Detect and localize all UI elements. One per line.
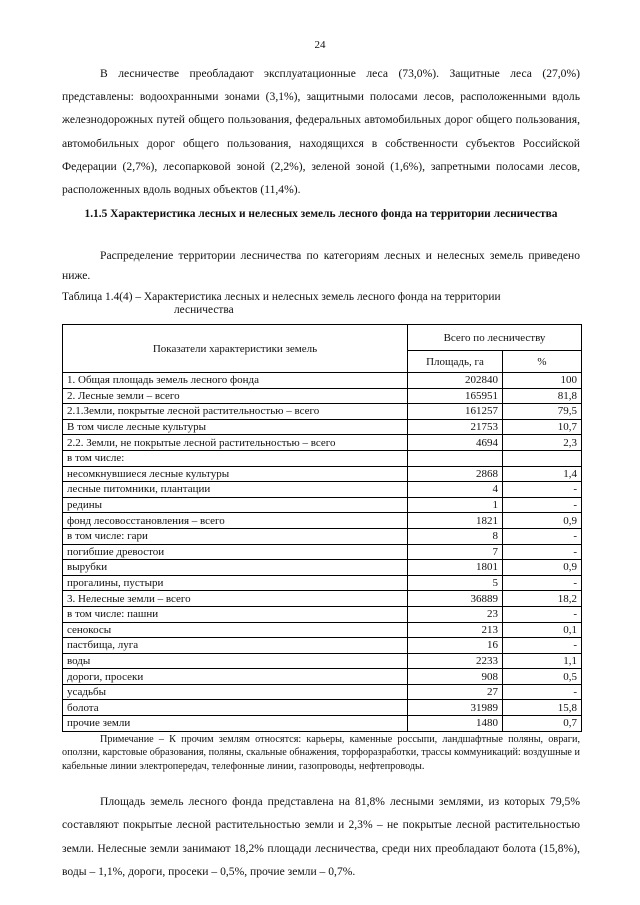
table-row xyxy=(63,513,582,529)
paragraph-summary: Площадь земель лесного фонда представлена на 81,8% лесными землями, из которых 79,5% составляют покрытые лесной растительностью земли и 2,3% – не покрытые лесной растительностью земли. Нелесные земли занимают 18,2% площади лесничества, среди них преобладают болота (15,8%), воды – 1,1%, дороги, просеки – 0,5%, прочие земли – 0,7%. xyxy=(62,795,580,879)
row-area: 31989 xyxy=(408,700,503,716)
row-percent: 0,9 xyxy=(503,513,582,529)
row-area: 27 xyxy=(408,684,503,700)
row-label: погибшие древостои xyxy=(63,544,408,560)
header-percent: % xyxy=(503,351,582,373)
table-row xyxy=(63,482,582,498)
row-label: сенокосы xyxy=(63,622,408,638)
row-area: 7 xyxy=(408,544,503,560)
table-row xyxy=(63,591,582,607)
row-percent: - xyxy=(503,638,582,654)
table-row xyxy=(63,560,582,576)
row-percent: - xyxy=(503,482,582,498)
row-label: 3. Нелесные земли – всего xyxy=(63,591,408,607)
row-percent: 79,5 xyxy=(503,404,582,420)
table-caption-line1: Таблица 1.4(4) – Характеристика лесных и нелесных земель лесного фонда на территории xyxy=(62,291,501,303)
row-area: 2868 xyxy=(408,466,503,482)
row-label: дороги, просеки xyxy=(63,669,408,685)
row-area: 23 xyxy=(408,606,503,622)
row-label: прочие земли xyxy=(63,716,408,732)
row-area: 1480 xyxy=(408,716,503,732)
row-percent: 2,3 xyxy=(503,435,582,451)
row-label: 2.1.Земли, покрытые лесной растительностью – всего xyxy=(63,404,408,420)
row-percent: 15,8 xyxy=(503,700,582,716)
row-percent: 0,5 xyxy=(503,669,582,685)
table-row xyxy=(63,700,582,716)
header-indicator: Показатели характеристики земель xyxy=(63,325,408,373)
row-percent: - xyxy=(503,575,582,591)
row-percent: 0,1 xyxy=(503,622,582,638)
row-area: 202840 xyxy=(408,373,503,389)
row-label: несомкнувшиеся лесные культуры xyxy=(63,466,408,482)
row-percent: - xyxy=(503,528,582,544)
table-row xyxy=(63,388,582,404)
row-area: 1 xyxy=(408,497,503,513)
table-row xyxy=(63,684,582,700)
row-label: в том числе: xyxy=(63,450,408,466)
land-characteristics-table xyxy=(62,324,582,732)
table-caption-line2: лесничества xyxy=(174,304,234,316)
row-label: воды xyxy=(63,653,408,669)
row-area: 8 xyxy=(408,528,503,544)
row-label: 2. Лесные земли – всего xyxy=(63,388,408,404)
row-area: 36889 xyxy=(408,591,503,607)
table-note: Примечание – К прочим землям относятся: карьеры, каменные россыпи, ландшафтные поляны, овраги, оползни, карстовые образования, поляны, скальные обнажения, торфоразработки, трассы коммуникаций: воздушные и кабельные линии электропередач, телефонные линии, газопроводы, нефтепроводы. xyxy=(62,734,580,772)
row-percent: 1,4 xyxy=(503,466,582,482)
row-percent: - xyxy=(503,606,582,622)
section-heading: 1.1.5 Характеристика лесных и нелесных земель лесного фонда на территории лесничества xyxy=(84,208,558,220)
row-label: пастбища, луга xyxy=(63,638,408,654)
row-label: в том числе: пашни xyxy=(63,606,408,622)
row-area: 161257 xyxy=(408,404,503,420)
row-area: 16 xyxy=(408,638,503,654)
table-row xyxy=(63,544,582,560)
table-row xyxy=(63,638,582,654)
table-row xyxy=(63,606,582,622)
row-label: в том числе: гари xyxy=(63,528,408,544)
table-row xyxy=(63,373,582,389)
row-area: 21753 xyxy=(408,419,503,435)
row-label: 1. Общая площадь земель лесного фонда xyxy=(63,373,408,389)
row-label: вырубки xyxy=(63,560,408,576)
row-area: 2233 xyxy=(408,653,503,669)
row-percent: - xyxy=(503,497,582,513)
row-area xyxy=(408,450,503,466)
table-row xyxy=(63,653,582,669)
row-percent: 1,1 xyxy=(503,653,582,669)
row-label: фонд лесовосстановления – всего xyxy=(63,513,408,529)
row-percent xyxy=(503,450,582,466)
row-percent: 0,7 xyxy=(503,716,582,732)
row-label: усадьбы xyxy=(63,684,408,700)
row-area: 908 xyxy=(408,669,503,685)
row-percent: - xyxy=(503,684,582,700)
table-row xyxy=(63,419,582,435)
row-label: редины xyxy=(63,497,408,513)
table-row xyxy=(63,622,582,638)
row-percent: 81,8 xyxy=(503,388,582,404)
row-percent: 18,2 xyxy=(503,591,582,607)
table-row xyxy=(63,669,582,685)
table-body xyxy=(63,373,582,732)
row-area: 165951 xyxy=(408,388,503,404)
table-caption xyxy=(62,291,580,317)
row-label: лесные питомники, плантации xyxy=(63,482,408,498)
table-row xyxy=(63,497,582,513)
page-number: 24 xyxy=(314,39,326,51)
paragraph-forest-types: В лесничестве преобладают эксплуатационные леса (73,0%). Защитные леса (27,0%) представлены: водоохранными зонами (3,1%), защитными полосами лесов, расположенными вдоль железнодорожных путей общего пользования, федеральных автомобильных дорог общего пользования, автомобильных дорог общего пользования, находящихся в собственности субъектов Российской Федерации (2,7%), лесопарковой зоной (2,2%), зеленой зоной (1,6%), запретными полосами лесов, расположенных вдоль водных объектов (11,4%). xyxy=(62,67,580,197)
row-area: 1801 xyxy=(408,560,503,576)
paragraph-distribution-intro: Распределение территории лесничества по категориям лесных и нелесных земель приведено ниже. xyxy=(62,249,580,282)
row-area: 1821 xyxy=(408,513,503,529)
table-row xyxy=(63,450,582,466)
row-area: 5 xyxy=(408,575,503,591)
row-percent: 100 xyxy=(503,373,582,389)
row-percent: - xyxy=(503,544,582,560)
table-row xyxy=(63,528,582,544)
row-percent: 0,9 xyxy=(503,560,582,576)
table-row xyxy=(63,404,582,420)
header-area: Площадь, га xyxy=(408,351,503,373)
row-label: прогалины, пустыри xyxy=(63,575,408,591)
row-percent: 10,7 xyxy=(503,419,582,435)
table-row xyxy=(63,466,582,482)
table-row xyxy=(63,716,582,732)
row-area: 4694 xyxy=(408,435,503,451)
row-area: 4 xyxy=(408,482,503,498)
row-label: В том числе лесные культуры xyxy=(63,419,408,435)
header-total: Всего по лесничеству xyxy=(408,325,582,351)
row-area: 213 xyxy=(408,622,503,638)
table-row xyxy=(63,575,582,591)
row-label: болота xyxy=(63,700,408,716)
table-row xyxy=(63,435,582,451)
row-label: 2.2. Земли, не покрытые лесной растительностью – всего xyxy=(63,435,408,451)
